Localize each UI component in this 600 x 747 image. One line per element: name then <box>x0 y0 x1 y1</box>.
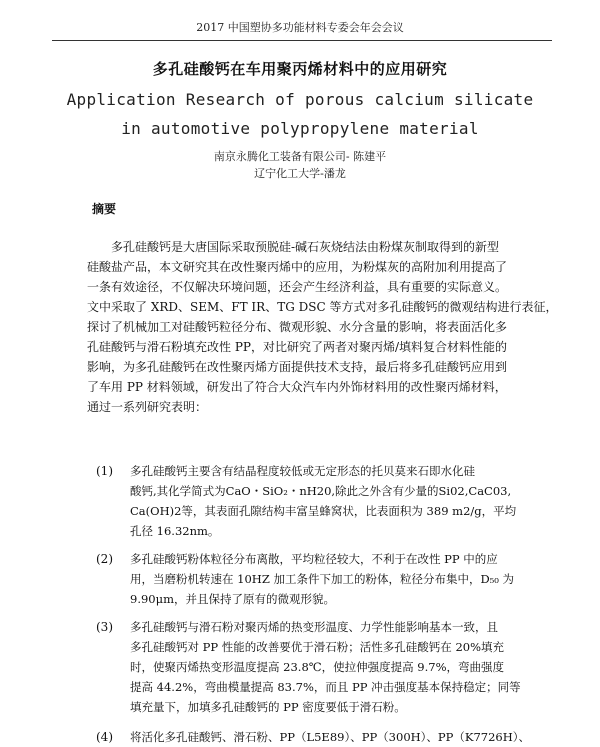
abstract-line: 多孔硅酸钙是大唐国际采取预脱硅-碱石灰烧结法由粉煤灰制取得到的新型 <box>111 240 500 254</box>
finding-item <box>96 461 526 541</box>
paper-title-english-line-1: Application Research of porous calcium silicate <box>66 90 534 109</box>
finding-line: 多孔硅酸钙对 PP 性能的改善要优于滑石粉；活性多孔硅酸钙在 20%填充 <box>130 640 504 654</box>
abstract-line: 探讨了机械加工对硅酸钙粒径分布、微观形貌、水分含量的影响，将表面活化多 <box>87 320 508 334</box>
finding-line: 多孔硅酸钙与滑石粉对聚丙烯的热变形温度、力学性能影响基本一致，且 <box>130 620 498 634</box>
finding-line: 时，使聚丙烯热变形温度提高 23.8℃，使拉伸强度提高 9.7%，弯曲强度 <box>130 660 504 674</box>
finding-line: 酸钙,其化学简式为CaO・SiO₂・nH20,除此之外含有少量的Si02,CaC03, <box>130 484 512 498</box>
author-line-2: 辽宁化工大学-潘龙 <box>254 167 346 180</box>
finding-item <box>96 617 526 717</box>
finding-item <box>96 549 526 609</box>
finding-line: 用，当磨粉机转速在 10HZ 加工条件下加工的粉体，粒径分布集中，D₅₀ 为 <box>130 572 515 586</box>
paper-title-chinese: 多孔硅酸钙在车用聚丙烯材料中的应用研究 <box>152 60 448 78</box>
finding-line: 将活化多孔硅酸钙、滑石粉、PP（L5E89）、PP（300H）、PP（K7726H）、 <box>130 730 531 744</box>
finding-number: (1) <box>96 464 113 478</box>
findings-list <box>96 461 531 747</box>
finding-line: 多孔硅酸钙粉体粒径分布离散，平均粒径较大，不利于在改性 PP 中的应 <box>130 552 498 566</box>
finding-line: Ca(OH)2等，其表面孔隙结构丰富呈蜂窝状，比表面积为 389 m2/g，平均 <box>130 504 517 518</box>
abstract-line: 一条有效途径，不仅解决环境问题，还会产生经济利益，具有重要的实际意义。 <box>87 280 508 294</box>
paper-title-english-line-2: in automotive polypropylene material <box>121 119 479 138</box>
conference-header: 2017 中国塑协多功能材料专委会年会会议 <box>196 21 404 34</box>
finding-line: 填充量下，加填多孔硅酸钙的 PP 密度要低于滑石粉。 <box>130 700 406 714</box>
abstract-body <box>87 237 558 417</box>
finding-item <box>96 727 531 747</box>
finding-line: 孔径 16.32nm。 <box>130 524 220 538</box>
abstract-line: 硅酸盐产品，本文研究其在改性聚丙烯中的应用，为粉煤灰的高附加利用提高了 <box>87 260 508 274</box>
finding-number: (3) <box>96 620 113 634</box>
abstract-line: 孔硅酸钙与滑石粉填充改性 PP，对比研究了两者对聚丙烯/填料复合材料性能的 <box>87 340 508 354</box>
abstract-line: 了车用 PP 材料领域，研发出了符合大众汽车内外饰材料用的改性聚丙烯材料， <box>87 380 507 394</box>
abstract-line: 文中采取了 XRD、SEM、FT IR、TG DSC 等方式对多孔硅酸钙的微观结构进行表征， <box>87 300 558 314</box>
abstract-line: 通过一系列研究表明： <box>87 400 208 414</box>
abstract-heading: 摘要 <box>92 202 117 216</box>
finding-line: 9.90μm，并且保持了原有的微观形貌。 <box>130 592 335 606</box>
header-divider <box>52 40 552 41</box>
finding-number: (4) <box>96 730 113 744</box>
finding-line: 多孔硅酸钙主要含有结晶程度较低或无定形态的托贝莫来石即水化硅 <box>130 464 475 478</box>
finding-line: 提高 44.2%，弯曲模量提高 83.7%，而且 PP 冲击强度基本保持稳定；同等 <box>130 680 521 694</box>
finding-number: (2) <box>96 552 113 566</box>
abstract-line: 影响，为多孔硅酸钙在改性聚丙烯方面提供技术支持，最后将多孔硅酸钙应用到 <box>87 360 508 374</box>
author-line-1: 南京永腾化工装备有限公司- 陈建平 <box>213 150 387 163</box>
